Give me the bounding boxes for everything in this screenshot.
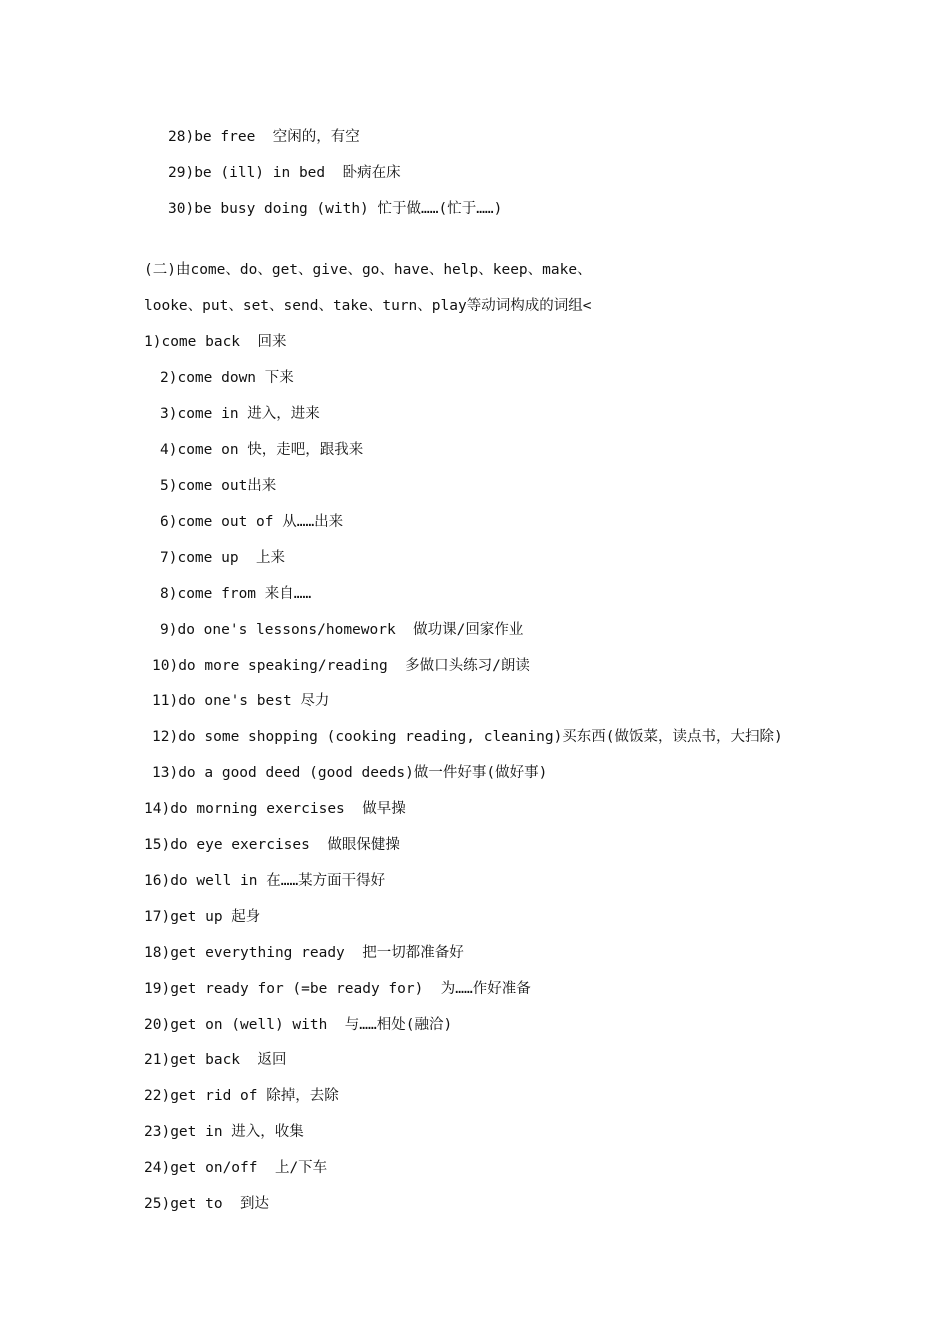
text-line: 7)come up 上来 [160,550,286,566]
text-line: 1)come back 回来 [144,334,287,350]
text-line: 11)do one's best 尽力 [152,693,330,709]
text-line: 3)come in 进入，进来 [160,406,320,422]
text-line: 24)get on/off 上/下车 [144,1160,328,1176]
text-line: 28)be free 空闲的，有空 [168,129,360,145]
text-line: 16)do well in 在……某方面干得好 [144,873,386,889]
text-line: 30)be busy doing (with) 忙于做……(忙于……) [168,201,503,217]
section-heading-continued: looke、put、set、send、take、turn、play等动词构成的词组< [144,298,592,314]
text-line: 12)do some shopping (cooking reading, cleaning)买东西(做饭菜，读点书，大扫除) [152,729,783,745]
text-line: 21)get back 返回 [144,1052,287,1068]
text-line: 6)come out of 从……出来 [160,514,344,530]
text-line: 18)get everything ready 把一切都准备好 [144,945,464,961]
text-line: 2)come down 下来 [160,370,294,386]
text-line: 17)get up 起身 [144,909,261,925]
text-line: 5)come out出来 [160,478,277,494]
text-line: 14)do morning exercises 做早操 [144,801,406,817]
text-line: 4)come on 快，走吧，跟我来 [160,442,364,458]
text-line: 10)do more speaking/reading 多做口头练习/朗读 [152,658,530,674]
section-heading: (二)由come、do、get、give、go、have、help、keep、make、 [144,262,592,278]
text-line: 25)get to 到达 [144,1196,270,1212]
text-line: 23)get in 进入，收集 [144,1124,304,1140]
text-line: 9)do one's lessons/homework 做功课/回家作业 [160,622,524,638]
text-line: 13)do a good deed (good deeds)做一件好事(做好事) [152,765,548,781]
text-line: 20)get on (well) with 与……相处(融洽) [144,1017,453,1033]
text-line: 29)be (ill) in bed 卧病在床 [168,165,401,181]
text-line: 22)get rid of 除掉，去除 [144,1088,339,1104]
text-line: 19)get ready for (=be ready for) 为……作好准备 [144,981,531,997]
text-line: 8)come from 来自…… [160,586,312,602]
text-line: 15)do eye exercises 做眼保健操 [144,837,400,853]
